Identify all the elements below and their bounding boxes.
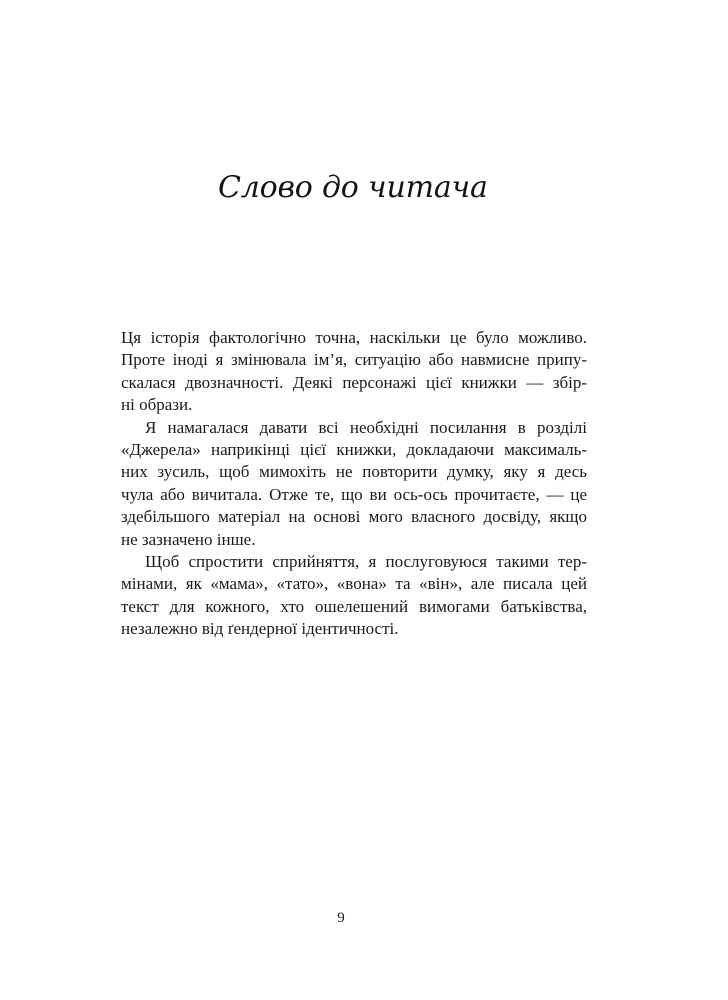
text-line: мінами, як «мама», «тато», «вона» та «він», але писала цей [121, 574, 587, 594]
text-line: не зазначено інше. [121, 529, 256, 549]
text-line: здебільшого матеріал на основі мого власного досвіду, якщо [121, 507, 587, 527]
paragraph-3 [121, 551, 587, 641]
text-line: текст для кожного, хто ошелешений вимогами батьківства, [121, 596, 587, 616]
page-number: 9 [337, 910, 345, 926]
paragraph-2 [121, 417, 587, 551]
text-line: Проте іноді я змінювала ім’я, ситуацію або навмисне припу- [121, 350, 587, 370]
text-line: скалася двозначності. Деякі персонажі цієї книжки — збір- [121, 372, 587, 392]
body-text [121, 327, 587, 641]
chapter-title: Слово до читача [218, 170, 488, 205]
text-line: «Джерела» наприкінці цієї книжки, докладаючи максималь- [121, 440, 587, 460]
text-line: них зусиль, щоб мимохіть не повторити думку, яку я десь [121, 462, 587, 482]
paragraph-1 [121, 327, 587, 417]
text-line: чула або вичитала. Отже те, що ви ось-ось прочитаєте, — це [121, 484, 587, 504]
text-line: ні образи. [121, 395, 193, 415]
text-line: незалежно від ґендерної ідентичності. [121, 619, 399, 639]
text-line: Я намагалася давати всі необхідні посилання в розділі [145, 417, 587, 437]
text-line: Ця історія фактологічно точна, наскільки це було можливо. [121, 328, 587, 347]
text-line: Щоб спростити сприйняття, я послуговуюся такими тер- [145, 552, 587, 572]
